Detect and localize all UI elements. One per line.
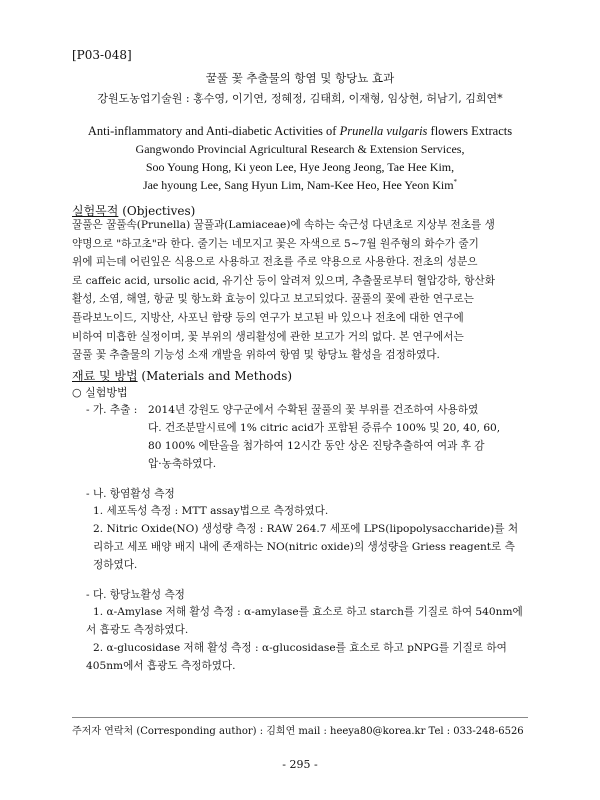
objectives-heading: 실험목적 (Objectives)	[72, 204, 196, 218]
corresponding-author-note: 주저자 연락처 (Corresponding author) : 김희연 mail : heeya80@korea.kr Tel : 033-248-6526	[72, 726, 524, 737]
abstract-code: [P03-048]	[72, 48, 132, 62]
extraction-line: 2014년 강원도 양구군에서 수확된 꿀풀의 꽃 부위를 건조하여 사용하였	[148, 404, 479, 416]
anti-inflammatory-heading: - 나. 항염활성 측정	[86, 488, 175, 500]
corresponding-mark: *	[453, 178, 458, 186]
objectives-line: 활성, 소염, 해열, 항균 및 항노화 효능이 있다고 보고되었다. 꿀풀의 꽃에 관한 연구로는	[72, 293, 474, 306]
page-number: - 295 -	[282, 758, 318, 771]
anti-diabetic-item: 서 흡광도 측정하였다.	[86, 624, 189, 636]
korean-title: 꿀풀 꽃 추출물의 항염 및 항당뇨 효과	[205, 71, 395, 85]
extraction-label: - 가. 추출 :	[86, 404, 138, 416]
korean-authors: 강원도농업기술원 : 홍수영, 이기연, 정혜정, 김태희, 이재형, 임상현, 허남기, 김희연*	[97, 92, 503, 105]
methods-heading: 재료 및 방법 (Materials and Methods)	[72, 369, 293, 383]
objectives-line: 꿀풀은 꿀풀속(Prunella) 꿀풀과(Lamiaceae)에 속하는 숙근성 다년초로 지상부 전초를 생	[72, 219, 495, 231]
extraction-line: 80 100% 에탄올을 첨가하여 12시간 동안 상온 진탕추출하여 여과 후 감	[148, 440, 485, 452]
objectives-line: 비하여 미흡한 실정이며, 꽃 부위의 생리활성에 관한 보고가 거의 없다. 본 연구에서는	[72, 330, 464, 343]
objectives-line: 꿀풀 꽃 추출물의 기능성 소재 개발을 위하여 항염 및 항당뇨 활성을 검정하였다.	[72, 349, 440, 362]
anti-diabetic-item: 405nm에서 흡광도 측정하였다.	[86, 660, 236, 672]
footnote-divider	[72, 717, 528, 718]
anti-inflammatory-item: 정하였다.	[93, 559, 138, 571]
extraction-line: 압·농축하였다.	[148, 458, 217, 470]
extraction-line: 다. 건조분말시료에 1% citric acid가 포함된 증류수 100% 및 20, 40, 60,	[148, 422, 501, 434]
english-title: Anti-inflammatory and Anti-diabetic Activities of Prunella vulgaris flowers Extracts	[87, 124, 513, 138]
english-authors-line-2: Jae hyoung Lee, Sang Hyun Lim, Nam-Kee Heo, Hee Yeon Kim*	[142, 178, 458, 192]
anti-diabetic-item: 1. α-Amylase 저해 활성 측정 : α-amylase를 효소로 하고 starch를 기질로 하여 540nm에	[93, 606, 523, 618]
english-authors-line-1: Soo Young Hong, Ki yeon Lee, Hye Jeong Jeong, Tae Hee Kim,	[145, 160, 455, 174]
objectives-line: 로 caffeic acid, ursolic acid, 유기산 등이 알려져 있으며, 추출물로부터 혈압강하, 항산화	[72, 274, 495, 287]
anti-inflammatory-item: 리하고 세포 배양 배지 내에 존재하는 NO(nitric oxide)의 생성량을 Griess reagent로 측	[93, 541, 515, 553]
objectives-line: 약명으로 "하고초"라 한다. 줄기는 네모지고 꽃은 자색으로 5~7월 원주형의 화수가 줄기	[72, 237, 479, 250]
anti-diabetic-item: 2. α-glucosidase 저해 활성 측정 : α-glucosidase를 효소로 하고 pNPG를 기질로 하여	[93, 642, 507, 654]
objectives-line: 플라보노이드, 지방산, 사포닌 함량 등의 연구가 보고된 바 있으나 전초에 대한 연구에	[72, 311, 464, 324]
methods-subheading: ○ 실험방법	[72, 386, 128, 399]
anti-diabetic-heading: - 다. 항당뇨활성 측정	[86, 589, 185, 601]
objectives-line: 위에 피는데 어린잎은 식용으로 사용하고 전초를 주로 약용으로 사용한다. 전초의 성분으	[72, 256, 478, 269]
species-name: Prunella vulgaris	[339, 124, 428, 138]
objectives-paragraph	[72, 216, 528, 365]
anti-inflammatory-item: 1. 세포독성 측정 : MTT assay법으로 측정하였다.	[93, 505, 329, 517]
anti-inflammatory-item: 2. Nitric Oxide(NO) 생성량 측정 : RAW 264.7 세포에 LPS(lipopolysaccharide)를 처	[93, 523, 519, 535]
english-affiliation: Gangwondo Provincial Agricultural Research & Extension Services,	[135, 142, 465, 156]
